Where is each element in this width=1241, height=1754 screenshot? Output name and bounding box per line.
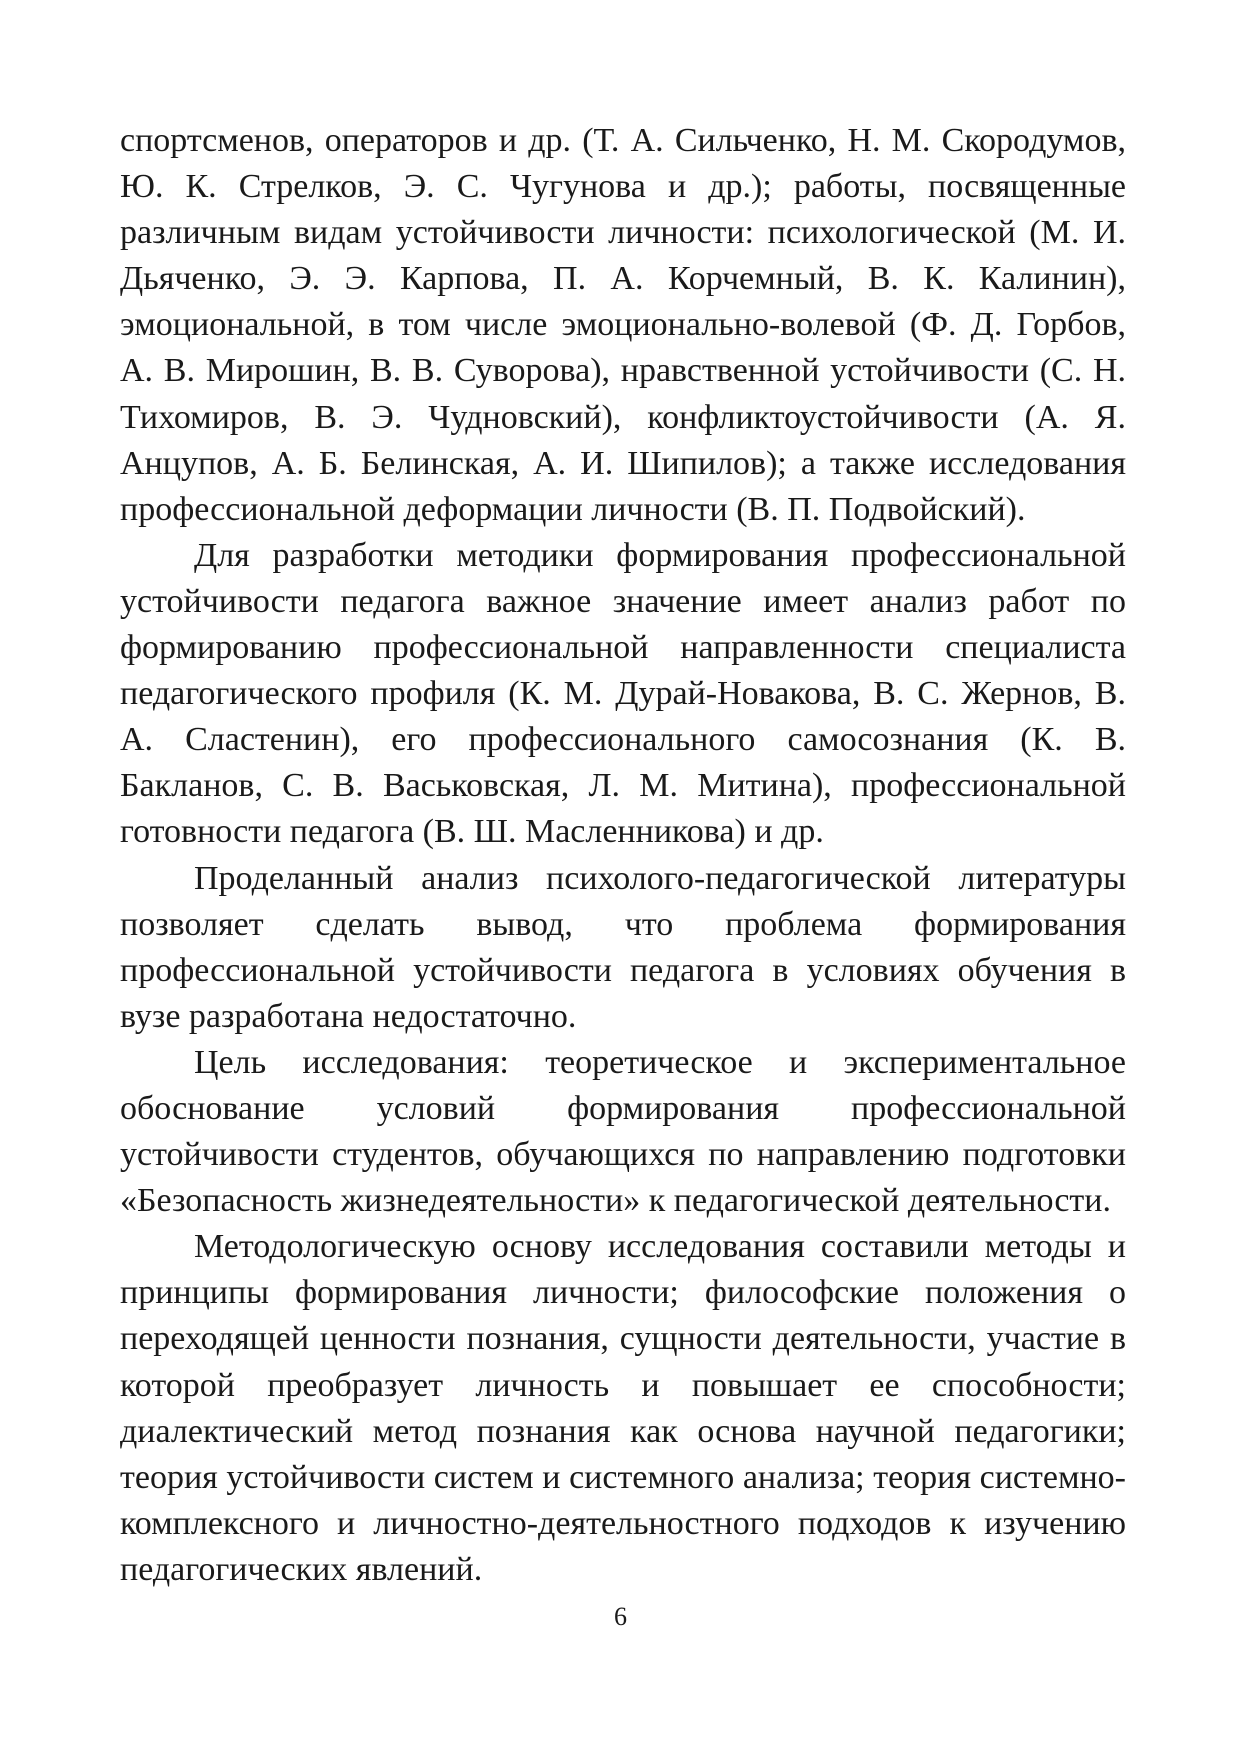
paragraph-methodological-basis: Методологическую основу исследования составили методы и принципы формирования личности; философские положения о переходящей ценности познания, сущности деятельности, участие в которой преобразует личность и повышает ее способности; диалектический метод познания как основа научной педагогики; теория устойчивости систем и системного анализа; теория системно-комплексного и личностно-деятельностного подходов к изучению педагогических явлений. (120, 1228, 1126, 1588)
page-number: 6 (614, 1602, 627, 1631)
paragraph-literature-analysis: Проделанный анализ психолого-педагогической литературы позволяет сделать вывод, что проблема формирования профессиональной устойчивости педагога в условиях обучения в вузе разработана недостаточно. (120, 859, 1126, 1035)
page-body (120, 118, 1126, 1593)
paragraph-continuation: спортсменов, операторов и др. (Т. А. Сильченко, Н. М. Скородумов, Ю. К. Стрелков, Э. С. Чугунова и др.); работы, посвященные различным видам устойчивости личности: психологической (М. И. Дьяченко, Э. Э. Карпова, П. А. Корчемный, В. К. Калинин), эмоциональной, в том числе эмоционально-волевой (Ф. Д. Горбов, А. В. Мирошин, В. В. Суворова), нравственной устойчивости (С. Н. Тихомиров, В. Э. Чудновский), конфликтоустойчивости (А. Я. Анцупов, А. Б. Белинская, А. И. Шипилов); а также исследования профессиональной деформации личности (В. П. Подвойский). (120, 122, 1126, 528)
paragraph-methodology-development: Для разработки методики формирования профессиональной устойчивости педагога важное значение имеет анализ работ по формированию профессиональной направленности специалиста педагогического профиля (К. М. Дурай-Новакова, В. С. Жернов, В. А. Сластенин), его профессионального самосознания (К. В. Бакланов, С. В. Васьковская, Л. М. Митина), профессиональной готовности педагога (В. Ш. Масленникова) и др. (120, 536, 1126, 851)
paragraph-research-goal: Цель исследования: теоретическое и экспериментальное обоснование условий формирования профессиональной устойчивости студентов, обучающихся по направлению подготовки «Безопасность жизнедеятельности» к педагогической деятельности. (120, 1043, 1126, 1220)
